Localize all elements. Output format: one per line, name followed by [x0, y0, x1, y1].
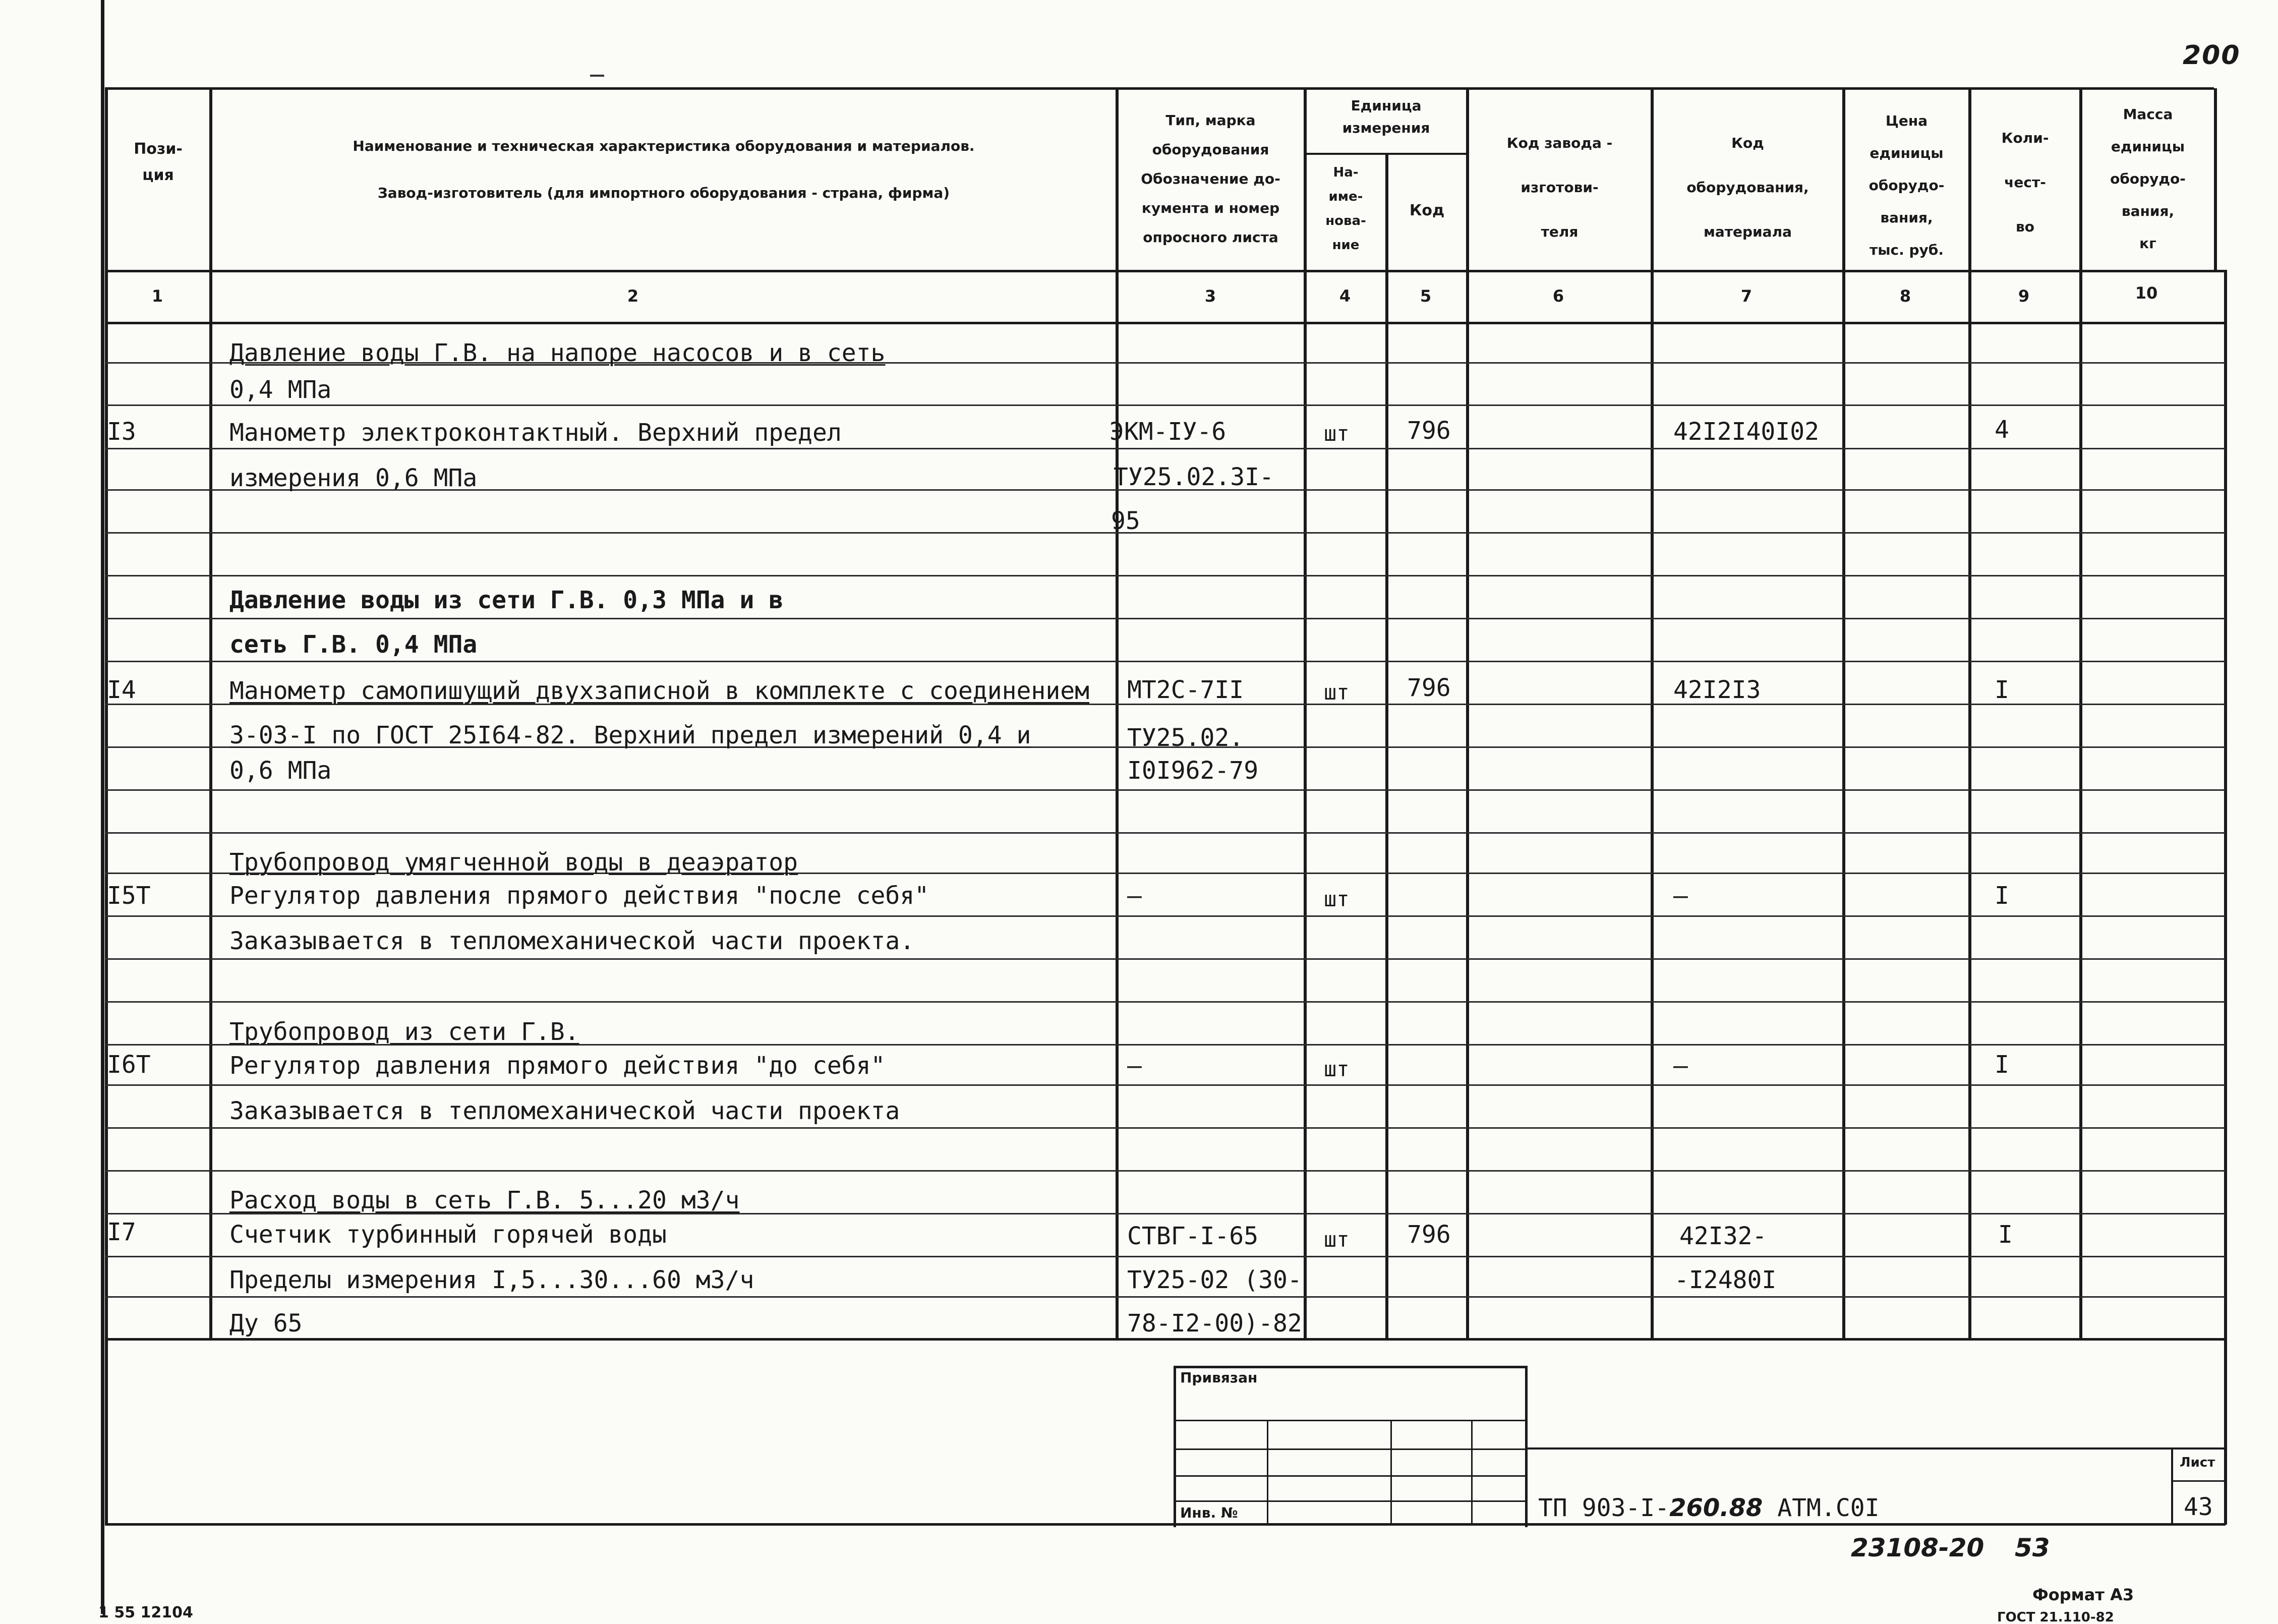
- row-name: Расход воды в сеть Г.В. 5...20 м3/ч: [229, 1186, 740, 1214]
- row-equipment-code: –: [1673, 1052, 1688, 1080]
- row-equipment-code: 42I32-: [1679, 1222, 1767, 1250]
- row-type: –: [1127, 1052, 1142, 1080]
- row-unit: шт: [1324, 421, 1350, 446]
- header-unit: Единица измерения: [1342, 97, 1430, 136]
- table-left-border: [101, 0, 104, 1614]
- col-number-3: 3: [1204, 286, 1216, 306]
- row-quantity: I: [1998, 1221, 2013, 1249]
- header-unit-name: На- име- нова- ние: [1325, 165, 1366, 253]
- header-factory-code: Код завода - изготови- теля: [1506, 135, 1613, 240]
- row-name: Заказывается в тепломеханической части проекта.: [229, 927, 915, 955]
- row-quantity: 4: [1995, 416, 2009, 444]
- archive-page: 53: [2015, 1533, 2050, 1562]
- row-name: Трубопровод умягченной воды в деаэратор: [229, 848, 798, 877]
- row-name: Регулятор давления прямого действия "до себя": [229, 1052, 886, 1080]
- row-type: ТУ25.02.: [1127, 724, 1244, 752]
- col-number-7: 7: [1740, 286, 1753, 306]
- row-name: 0,4 МПа: [229, 376, 332, 404]
- doc-code-suffix: АТМ.С0I: [1763, 1494, 1880, 1522]
- row-unit: шт: [1324, 1227, 1350, 1252]
- row-name: Манометр самопишущий двухзаписной в комплекте с соединением: [229, 677, 1090, 705]
- row-unit-code: 796: [1407, 1221, 1451, 1249]
- col-number-6: 6: [1552, 286, 1564, 306]
- archive-number: 23108-20: [1851, 1533, 1984, 1562]
- header-name-line1: Наименование и техническая характеристика оборудования и материалов.: [353, 138, 975, 154]
- row-type: МТ2С-7II: [1127, 676, 1244, 704]
- header-unit-code: Код: [1409, 202, 1445, 219]
- document-code: [1538, 1494, 1880, 1522]
- row-name: Счетчик турбинный горячей воды: [229, 1221, 667, 1249]
- header-equipment-code: Код оборудования, материала: [1686, 135, 1809, 240]
- row-type: 78-I2-00)-82: [1127, 1309, 1302, 1338]
- row-equipment-code: -I2480I: [1674, 1266, 1777, 1294]
- row-name: Ду 65: [229, 1309, 303, 1338]
- row-type: 95: [1111, 507, 1140, 535]
- row-quantity: I: [1995, 1051, 2009, 1079]
- header-type: Тип, марка оборудования Обозначение до- кумента и номер опросного листа: [1141, 112, 1280, 246]
- row-position: I6Т: [107, 1051, 151, 1079]
- col-number-10: 10: [2135, 283, 2158, 303]
- col-number-5: 5: [1420, 286, 1432, 306]
- row-equipment-code: –: [1673, 882, 1688, 910]
- row-type: СТВГ-I-65: [1127, 1222, 1259, 1250]
- row-type: ТУ25-02 (30-: [1127, 1266, 1302, 1294]
- row-position: I3: [107, 418, 136, 446]
- stamp-bound-label: Привязан: [1180, 1369, 1258, 1386]
- header-quantity: Коли- чест- во: [2001, 130, 2049, 235]
- row-equipment-code: 42I2I3: [1673, 676, 1761, 704]
- col-number-1: 1: [151, 286, 163, 306]
- row-name: сеть Г.В. 0,4 МПа: [229, 630, 478, 659]
- row-unit: шт: [1324, 887, 1350, 911]
- header-name-line2: Завод-изготовитель (для импортного оборудования - страна, фирма): [377, 185, 950, 201]
- sheet-corner-number: 200: [2183, 40, 2241, 71]
- header-position: Пози- ция: [134, 140, 183, 184]
- row-name: Давление воды из сети Г.В. 0,3 МПа и в: [229, 586, 784, 614]
- row-name: Пределы измерения I,5...30...60 м3/ч: [229, 1266, 754, 1294]
- row-name: 3-03-I по ГОСТ 25I64-82. Верхний предел измерений 0,4 и: [229, 721, 1031, 749]
- header-price: Цена единицы оборудо- вания, тыс. руб.: [1868, 112, 1945, 258]
- row-position: I5Т: [107, 882, 151, 910]
- col-number-9: 9: [2018, 286, 2030, 306]
- row-unit: шт: [1324, 680, 1350, 705]
- row-position: I4: [107, 676, 136, 704]
- gost-label: ГОСТ 21.110-82: [1997, 1610, 2114, 1624]
- row-quantity: I: [1995, 882, 2009, 910]
- sheet-label: Лист: [2180, 1455, 2215, 1470]
- row-quantity: I: [1995, 676, 2009, 704]
- col-number-8: 8: [1899, 286, 1911, 306]
- format-label: Формат А3: [2032, 1585, 2134, 1604]
- row-name: Регулятор давления прямого действия "после себя": [229, 882, 929, 910]
- left-code: 1 55 12104: [98, 1604, 193, 1621]
- row-name: 0,6 МПа: [229, 757, 332, 785]
- row-equipment-code: 42I2I40I02: [1673, 418, 1819, 446]
- sheet-number: 43: [2184, 1493, 2213, 1521]
- col-number-2: 2: [627, 286, 639, 306]
- row-name: Манометр электроконтактный. Верхний предел: [229, 419, 842, 447]
- row-type: ТУ25.02.3I-: [1114, 463, 1274, 491]
- row-name: Трубопровод из сети Г.В.: [229, 1018, 579, 1046]
- doc-code-prefix: ТП 903-I-: [1538, 1494, 1670, 1522]
- doc-code-number: 260.88: [1669, 1494, 1763, 1522]
- stamp-inventory-label: Инв. №: [1180, 1504, 1238, 1521]
- row-unit-code: 796: [1407, 417, 1451, 445]
- row-name: Давление воды Г.В. на напоре насосов и в сеть: [229, 339, 886, 367]
- col-number-4: 4: [1339, 286, 1351, 306]
- row-type: I0I962-79: [1127, 757, 1259, 785]
- row-name: измерения 0,6 МПа: [229, 464, 478, 492]
- row-unit-code: 796: [1407, 674, 1451, 702]
- row-type: ЭКМ-IУ-6: [1109, 418, 1226, 446]
- header-mass: Масса единицы оборудо- вания, кг: [2110, 106, 2186, 252]
- row-position: I7: [107, 1218, 136, 1246]
- row-name: Заказывается в тепломеханической части проекта: [229, 1097, 900, 1125]
- top-dash: [590, 75, 604, 77]
- row-unit: шт: [1324, 1057, 1350, 1081]
- row-type: –: [1127, 882, 1142, 910]
